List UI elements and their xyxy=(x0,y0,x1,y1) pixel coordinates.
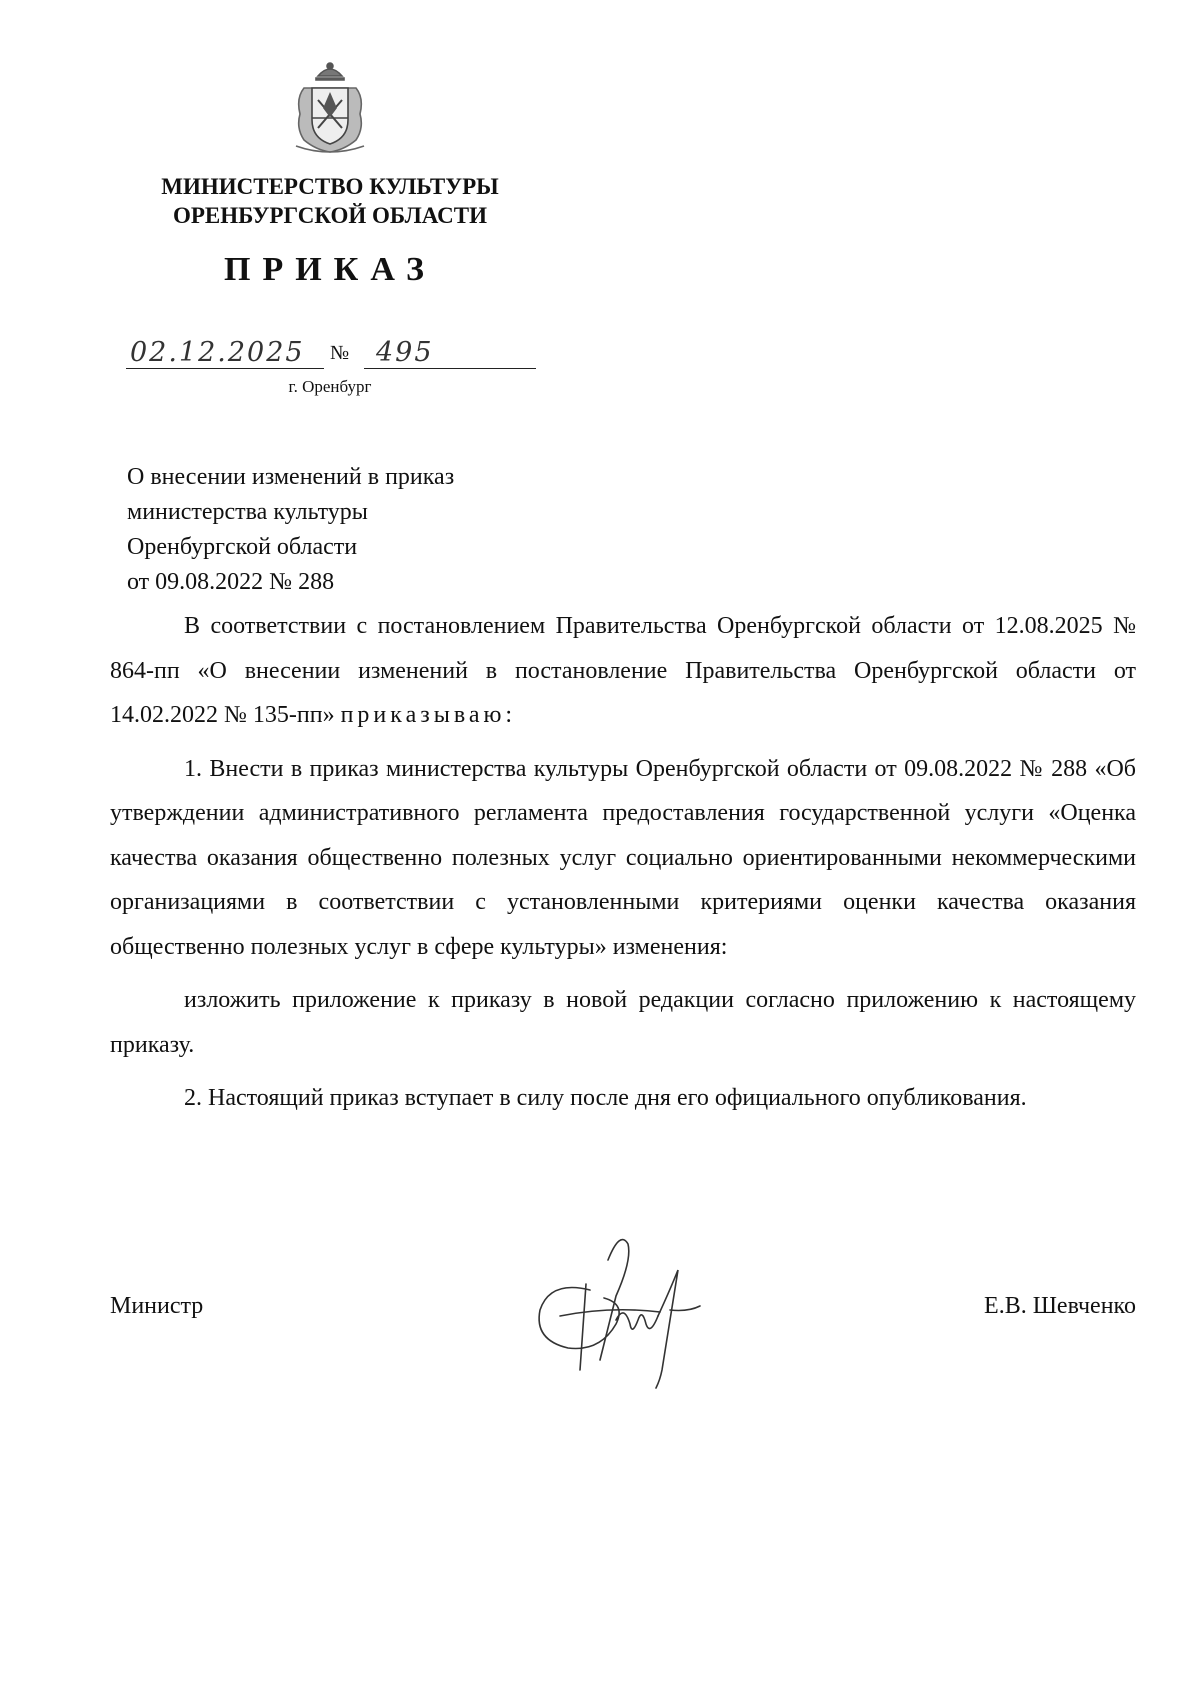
handwritten-signature xyxy=(520,1220,740,1395)
city-name: г. Оренбург xyxy=(288,377,372,396)
preamble-text: В соответствии с постановлением Правительства Оренбургской области от 12.08.2025 № 864-пп «О внесении изменений в постановление Правительства Оренбургской области от 14.02.2022 № 135-пп» xyxy=(110,613,1136,728)
preamble-paragraph xyxy=(110,604,1136,738)
subject-line-1: О внесении изменений в приказ xyxy=(127,464,455,490)
item-1-sub-paragraph: изложить приложение к приказу в новой редакции согласно приложению к настоящему приказу. xyxy=(110,987,1136,1058)
document-type-title: ПРИКАЗ xyxy=(224,251,436,288)
subject-line-3: Оренбургской области xyxy=(127,534,358,560)
item-1-paragraph: 1. Внести в приказ министерства культуры Оренбургской области от 09.08.2022 № 288 «Об утверждении административного регламента предоставления государственной услуги «Оценка качества оказания общественно полезных услуг социально ориентированными некоммерческими организациями в соответствии с установленными критериями оценки качества оказания общественно полезных услуг в сфере культуры» изменения: xyxy=(110,755,1136,960)
subject-line-2: министерства культуры xyxy=(127,499,368,525)
date-field xyxy=(126,334,324,369)
ministry-name xyxy=(120,172,540,230)
coat-of-arms-emblem xyxy=(290,58,370,156)
subject-line-4: от 09.08.2022 № 288 xyxy=(127,569,335,595)
number-sign: № xyxy=(330,342,350,364)
order-subject xyxy=(127,460,627,600)
number-field xyxy=(364,334,536,369)
handwritten-number: 495 xyxy=(376,337,434,368)
ministry-line-1: МИНИСТЕРСТВО КУЛЬТУРЫ xyxy=(161,174,499,199)
ministry-line-2: ОРЕНБУРГСКОЙ ОБЛАСТИ xyxy=(172,203,488,228)
signer-name: Е.В. Шевченко xyxy=(984,1293,1136,1319)
order-word: приказываю: xyxy=(340,702,517,728)
item-2-paragraph: 2. Настоящий приказ вступает в силу после дня его официального опубликования. xyxy=(184,1085,1027,1111)
date-number-line xyxy=(126,334,536,374)
order-body xyxy=(110,604,1136,1121)
handwritten-date: 02.12.2025 xyxy=(130,337,305,368)
signer-position: Министр xyxy=(110,1293,204,1319)
